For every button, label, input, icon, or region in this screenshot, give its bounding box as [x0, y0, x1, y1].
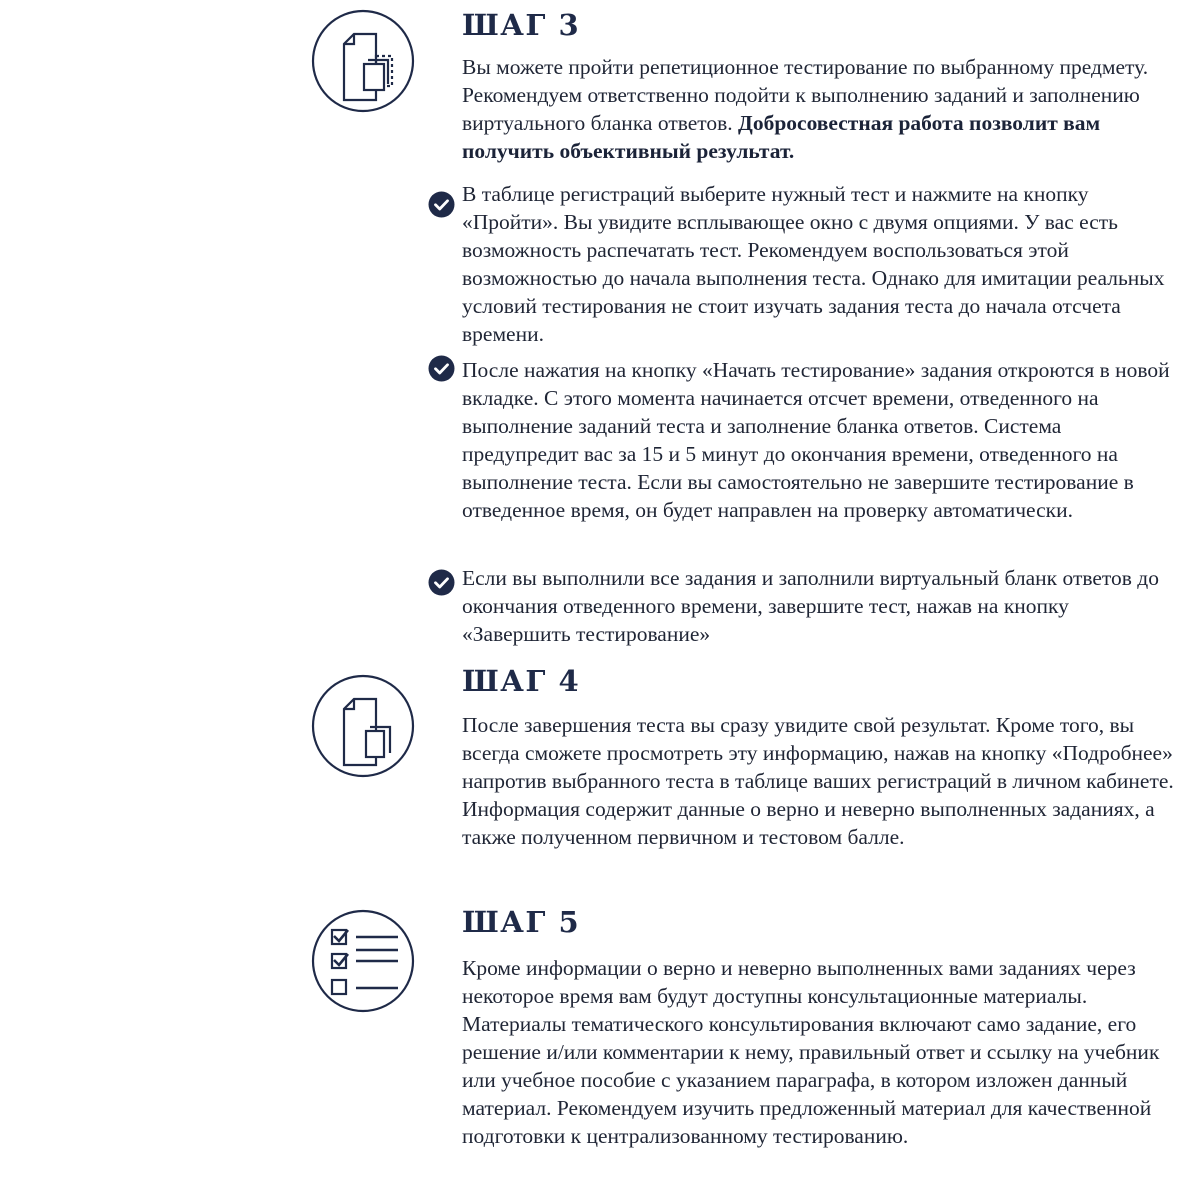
- step-intro-bold: Добросовестная работа позволит вам получить объективный результат.: [462, 111, 1101, 163]
- step-intro: Вы можете пройти репетиционное тестирование по выбранному предмету. Рекомендуем ответственно подойти к выполнению заданий и заполнению виртуального бланка ответов. Добросовестная работа позволит вам получить объективный результат.: [462, 55, 1149, 163]
- check-circle-icon: [428, 191, 455, 218]
- step-intro: После завершения теста вы сразу увидите свой результат. Кроме того, вы всегда сможете просмотреть эту информацию, нажав на кнопку «Подробнее» напротив выбранного теста в таблице ваших регистраций в личном кабинете. Информация содержит данные о верно и неверно выполненных заданиях, а также полученном первичном и тестовом балле.: [462, 713, 1174, 849]
- checklist-icon: [310, 908, 416, 1014]
- bullet-text: Если вы выполнили все задания и заполнили виртуальный бланк ответов до окончания отведенного времени, завершите тест, нажав на кнопку «Завершить тестирование»: [462, 566, 1159, 646]
- bullet-text: После нажатия на кнопку «Начать тестирование» задания откроются в новой вкладке. С этого момента начинается отсчет времени, отведенного на выполнение заданий теста и заполнение бланка ответов. Система предупредит вас за 15 и 5 минут до окончания времени, отведенного на выполнение теста. Если вы самостоятельно не завершите тестирование в отведенное время, он будет направлен на проверку автоматически.: [462, 358, 1170, 522]
- bullet-text: В таблице регистраций выберите нужный тест и нажмите на кнопку «Пройти». Вы увидите всплывающее окно с двумя опциями. У вас есть возможность распечатать тест. Рекомендуем воспользоваться этой возможностью до начала выполнения теста. Однако для имитации реальных условий тестирования не стоит изучать задания теста до начала отсчета времени.: [462, 182, 1165, 346]
- step-title: ШАГ 3: [462, 8, 581, 42]
- step-title: ШАГ 4: [462, 664, 581, 698]
- documents-icon: [310, 8, 416, 114]
- check-circle-icon: [428, 355, 455, 382]
- step-title: ШАГ 5: [462, 905, 581, 939]
- step-intro: Кроме информации о верно и неверно выполненных вами заданиях через некоторое время вам будут доступны консультационные материалы. Материалы тематического консультирования включают само задание, его решение и/или комментарии к нему, правильный ответ и ссылку на учебник или учебное пособие с указанием параграфа, в котором изложен данный материал. Рекомендуем изучить предложенный материал для качественной подготовки к централизованному тестированию.: [462, 956, 1160, 1148]
- check-circle-icon: [428, 569, 455, 596]
- documents-icon: [310, 673, 416, 779]
